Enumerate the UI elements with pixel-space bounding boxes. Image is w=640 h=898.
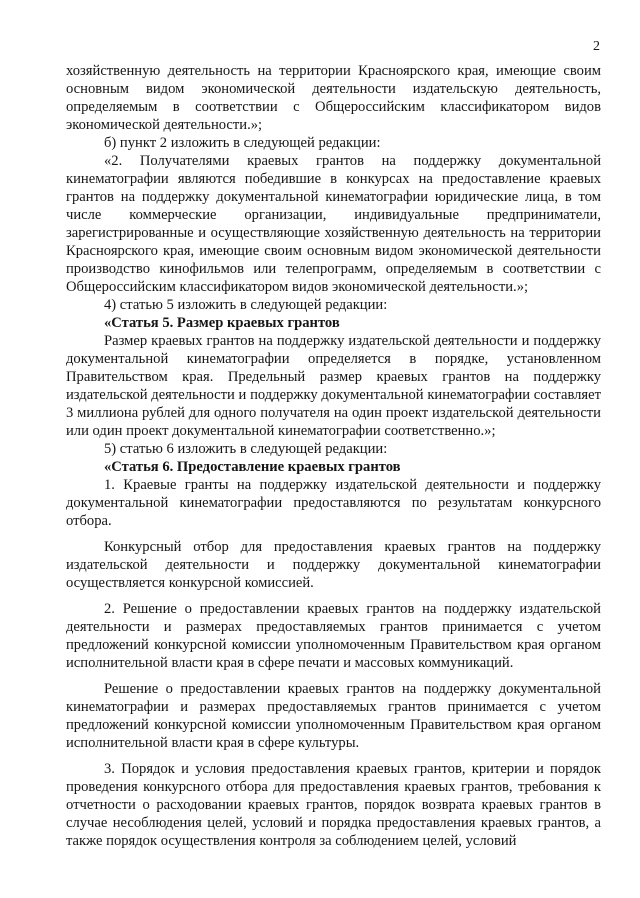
paragraph-item-5: 5) статью 6 изложить в следующей редакции: [104,441,388,457]
page-number: 2 [593,39,600,54]
article-6-part-3: 3. Порядок и условия предоставления краевых грантов, критерии и порядок проведения конкурсного отбора для предоставления краевых грантов, требования к отчетности о расходовании краевых грантов, порядок возврата краевых грантов в случае несоблюдения целей, условий и порядка предоставления краевых грантов, а также порядок осуществления контроля за соблюдением целей, условий [66,761,601,849]
article-6-heading: «Статья 6. Предоставление краевых грантов [104,459,401,475]
paragraph-point-2: «2. Получателями краевых грантов на поддержку документальной кинематографии являются победившие в конкурсах на предоставление краевых грантов на поддержку документальной кинематографии юридические лица, в том числе коммерческие организации, индивидуальные предприниматели, зарегистрированные и осуществляющие хозяйственную деятельность на территории Красноярского края, имеющие своим основным видом экономической деятельности производство кинофильмов или телепрограмм, определяемым в соответствии с Общероссийским классификатором видов экономической деятельности.»; [66,153,601,295]
paragraph-continuation: хозяйственную деятельность на территории Красноярского края, имеющие своим основным видом экономической деятельности издательскую деятельность, определяемым в соответствии с Общероссийским классификатором видов экономической деятельности.»; [66,63,601,133]
document-body [66,62,601,850]
paragraph-item-4: 4) статью 5 изложить в следующей редакции: [104,297,388,313]
article-5-heading: «Статья 5. Размер краевых грантов [104,315,340,331]
article-6-part-2-cinema: Решение о предоставлении краевых грантов на поддержку документальной кинематографии и размерах предоставляемых грантов принимается с учетом предложений конкурсной комиссии уполномоченным Правительством края органом исполнительной власти края в сфере культуры. [66,681,601,751]
article-6-part-1: 1. Краевые гранты на поддержку издательской деятельности и поддержку документальной кинематографии предоставляются по результатам конкурсного отбора. [66,477,601,529]
paragraph-item-b: б) пункт 2 изложить в следующей редакции: [104,135,381,151]
article-6-part-2: 2. Решение о предоставлении краевых грантов на поддержку издательской деятельности и размерах предоставляемых грантов принимается с учетом предложений конкурсной комиссии уполномоченным Правительством края органом исполнительной власти края в сфере печати и массовых коммуникаций. [66,601,601,671]
article-6-part-1-competition: Конкурсный отбор для предоставления краевых грантов на поддержку издательской деятельности и поддержку документальной кинематографии осуществляется конкурсной комиссией. [66,539,601,591]
article-5-text: Размер краевых грантов на поддержку издательской деятельности и поддержку документальной кинематографии определяется в порядке, установленном Правительством края. Предельный размер краевых грантов на поддержку издательской деятельности и поддержку документальной кинематографии составляет 3 миллиона рублей для одного получателя на один проект издательской деятельности или один проект документальной кинематографии соответственно.»; [66,333,601,439]
